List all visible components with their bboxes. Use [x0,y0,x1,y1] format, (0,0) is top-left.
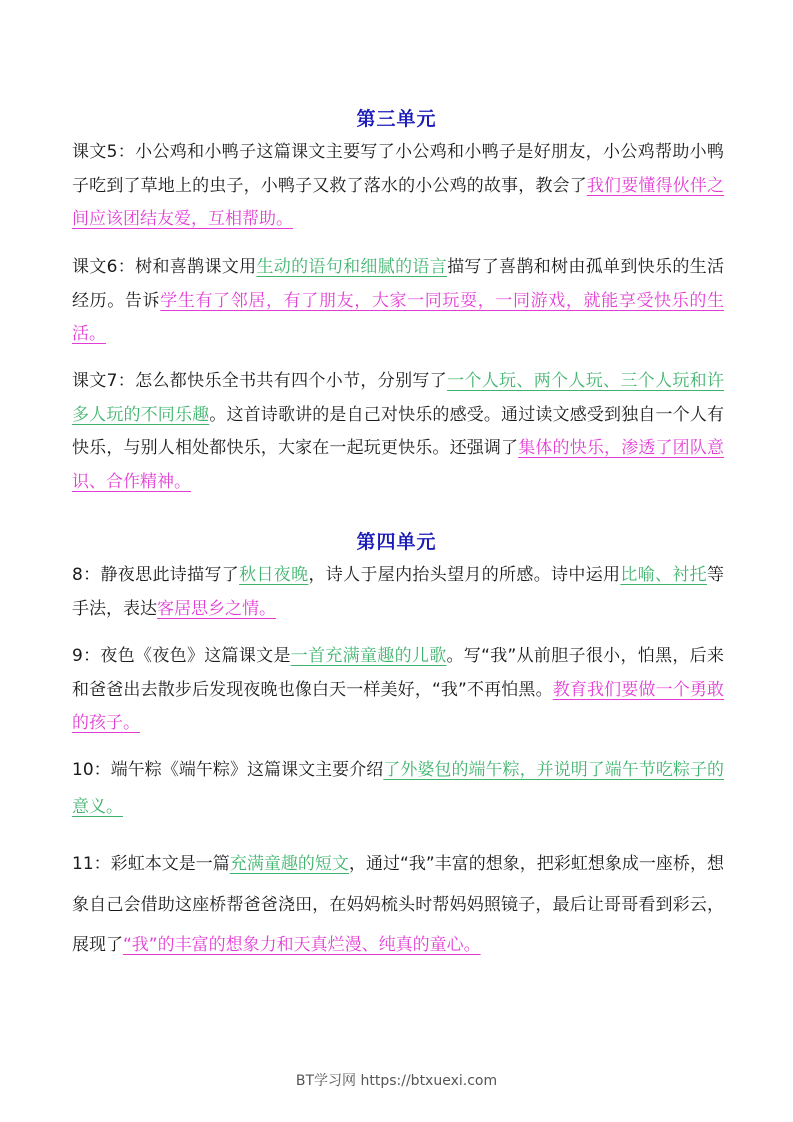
lesson-11-text-a: 11：彩虹本文是一篇 [72,854,230,874]
unit-3-title: 第三单元 [356,108,437,130]
lesson-8-highlight-a: 秋日夜晚 [239,565,309,585]
lesson-6-highlight: 生动的语句和细腻的语言 [256,257,448,277]
lesson-8-paragraph [72,559,724,626]
unit-4-title: 第四单元 [356,531,437,553]
lesson-11-paragraph [72,844,724,966]
lesson-7-text-b: 。这首诗歌讲的是自己对快乐的感受。通过读文感受到独自一个人有快乐，与别人相处都快乐，大家在一起玩更快乐。还强调了 [72,404,724,458]
lesson-5-key-point: 我们要懂得伙伴之间应该团结友爱，互相帮助。 [72,175,725,229]
lesson-7-key-point: 集体的快乐，渗透了团队意识、合作精神。 [72,438,725,492]
lesson-8-highlight-b: 比喻、衬托 [620,565,708,585]
lesson-5-paragraph [72,136,724,237]
lesson-10-paragraph [72,752,724,825]
lesson-5-text: 课文5：小公鸡和小鸭子这篇课文主要写了小公鸡和小鸭子是好朋友，小公鸡帮助小鸭子吃到了草地上的虫子，小鸭子又救了落水的小公鸡的故事，教会了 [72,142,724,196]
lesson-11-key-point: “我”的丰富的想象力和天真烂漫、纯真的童心。 [123,935,481,955]
lesson-9-highlight: 一首充满童趣的儿歌 [290,646,447,666]
lesson-9-text-a: 9：夜色《夜色》这篇课文是 [72,646,291,666]
lesson-8-text-c: 等手法，表达 [72,565,725,619]
lesson-6-text-a: 课文6：树和喜鹊课文用 [72,257,257,277]
footer-watermark: BT学习网 https://btxuexi.com [295,1073,498,1089]
lesson-8-key-point: 客居思乡之情。 [157,598,276,619]
lesson-8-text-b: ，诗人于屋内抬头望月的所感。诗中运用 [308,565,621,585]
lesson-7-highlight: 一个人玩、两个人玩、三个人玩和许多人玩的不同乐趣 [72,371,724,425]
lesson-9-paragraph [72,640,724,741]
lesson-6-text-b: 描写了喜鹊和树由孤单到快乐的生活经历。告诉 [72,257,724,311]
lesson-6-key-point: 学生有了邻居，有了朋友，大家一同玩耍，一同游戏，就能享受快乐的生活。 [72,290,725,344]
lesson-10-highlight: 了外婆包的端午粽，并说明了端午节吃粽子的意义。 [72,760,724,817]
lesson-10-text: 10：端午粽《端午粽》这篇课文主要介绍 [72,760,384,780]
lesson-11-highlight: 充满童趣的短文 [229,854,349,874]
lesson-6-paragraph [72,251,724,352]
lesson-7-text-a: 课文7：怎么都快乐全书共有四个小节，分别写了 [72,371,448,391]
lesson-9-text-b: 。写“我”从前胆子很小，怕黑，后来和爸爸出去散步后发现夜晚也像白天一样美好，“我”不再怕黑。 [72,646,724,700]
lesson-7-paragraph [72,365,724,499]
lesson-9-key-point: 教育我们要做一个勇敢的孩子。 [72,679,724,733]
lesson-11-text-b: ，通过“我”丰富的想象，把彩虹想象成一座桥，想象自己会借助这座桥帮爸爸浇田，在妈妈梳头时帮妈妈照镜子，最后让哥哥看到彩云，展现了 [72,854,724,955]
lesson-8-text-a: 8：静夜思此诗描写了 [72,565,240,585]
